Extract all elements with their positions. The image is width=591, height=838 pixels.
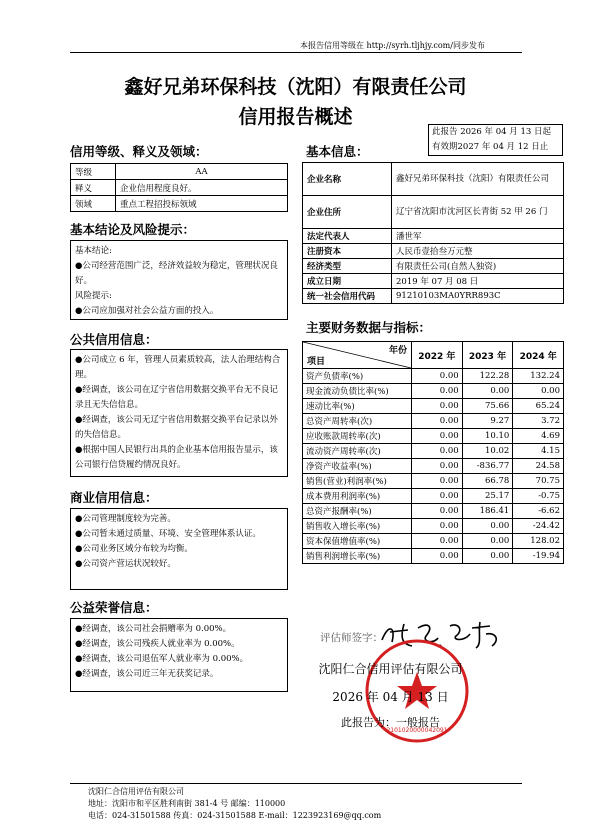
grade-table — [70, 163, 288, 212]
grade-value: AA — [116, 164, 288, 180]
finance-value: -24.42 — [513, 519, 564, 534]
business-credit-box — [70, 508, 288, 590]
finance-value: 0.00 — [412, 444, 463, 459]
conclusion-box — [70, 240, 288, 320]
grade-value: 企业信用程度良好。 — [116, 180, 288, 196]
basic-info-key: 企业名称 — [303, 163, 392, 196]
business-heading: 商业信用信息： — [70, 490, 158, 505]
finance-value: 0.00 — [412, 519, 463, 534]
finance-value: 0.00 — [412, 489, 463, 504]
finance-corner-cell — [303, 342, 412, 369]
conclusion-line: ●公司应加强对社会公益方面的投入。 — [75, 306, 219, 316]
finance-item-name: 成本费用利润率(%) — [303, 489, 412, 504]
finance-row — [303, 549, 564, 564]
finance-row — [303, 384, 564, 399]
grade-row — [71, 180, 288, 196]
finance-item-name: 总资产报酬率(%) — [303, 504, 412, 519]
finance-value: 0.00 — [412, 399, 463, 414]
basic-heading: 基本信息： — [306, 144, 369, 159]
public-credit-line: ●根据中国人民银行出具的企业基本信用报告显示，该公司银行信贷履约情况良好。 — [75, 445, 278, 470]
finance-value: 3.72 — [513, 414, 564, 429]
basic-info-value: 潘世军 — [392, 229, 564, 244]
corner-year-label: 年份 — [388, 346, 407, 356]
finance-value: 0.00 — [513, 384, 564, 399]
basic-info-row — [303, 289, 564, 304]
year-header-2022: 2022 年 — [412, 342, 463, 369]
footer-company: 沈阳仁合信用评估有限公司 — [88, 787, 184, 796]
finance-heading: 主要财务数据与指标： — [306, 320, 432, 335]
finance-value: 132.24 — [513, 369, 564, 384]
finance-value: -6.62 — [513, 504, 564, 519]
finance-item-name: 资本保值增值率(%) — [303, 534, 412, 549]
finance-item-name: 总资产周转率(次) — [303, 414, 412, 429]
finance-value: -0.75 — [513, 489, 564, 504]
finance-table — [302, 341, 564, 564]
finance-value: 0.00 — [412, 429, 463, 444]
public-credit-box — [70, 349, 288, 477]
basic-info-row — [303, 259, 564, 274]
basic-info-value: 辽宁省沈阳市沈河区长青街 52 甲 26 门 — [392, 196, 564, 229]
finance-row — [303, 429, 564, 444]
finance-value: 0.00 — [412, 384, 463, 399]
finance-value: 0.00 — [462, 384, 513, 399]
grade-value: 重点工程招投标领域 — [116, 196, 288, 212]
basic-info-value: 91210103MA0YRR893C — [392, 289, 564, 304]
finance-item-name: 销售利润增长率(%) — [303, 549, 412, 564]
finance-value: 186.41 — [462, 504, 513, 519]
public-credit-line: ●经调查，该公司在辽宁省信用数据交换平台无不良记录且无失信信息。 — [75, 385, 278, 410]
finance-value: 70.75 — [513, 474, 564, 489]
header-divider — [70, 52, 522, 53]
welfare-line: ●经调查，该公司退伍军人就业率为 0.00%。 — [75, 654, 249, 664]
finance-row — [303, 474, 564, 489]
year-header-2023: 2023 年 — [462, 342, 513, 369]
finance-item-name: 流动资产周转率(次) — [303, 444, 412, 459]
validity-end: 有效期2027 年 04 月 12 日止 — [432, 142, 549, 152]
company-title: 鑫好兄弟环保科技（沈阳）有限责任公司 — [124, 76, 467, 98]
basic-info-value: 人民币壹拾叁万元整 — [392, 244, 564, 259]
finance-item-name: 销售(营业)利润率(%) — [303, 474, 412, 489]
finance-value: 0.00 — [412, 504, 463, 519]
conclusion-line: 风险提示: — [75, 291, 112, 301]
business-credit-line: ●公司暂未通过质量、环境、安全管理体系认证。 — [75, 529, 261, 539]
basic-info-key: 注册资本 — [303, 244, 392, 259]
conclusion-heading: 基本结论及风险提示： — [70, 222, 196, 237]
public-credit-line: ●经调查，该公司无辽宁省信用数据交换平台记录以外的失信信息。 — [75, 415, 278, 440]
finance-item-name: 销售收入增长率(%) — [303, 519, 412, 534]
finance-value: 0.00 — [412, 549, 463, 564]
grade-row — [71, 196, 288, 212]
basic-info-row — [303, 196, 564, 229]
finance-value: 0.00 — [462, 519, 513, 534]
corner-item-label: 项目 — [307, 357, 326, 367]
validity-box — [428, 124, 563, 156]
finance-value: 122.28 — [462, 369, 513, 384]
grade-heading: 信用等级、释义及领域： — [70, 144, 208, 159]
basic-info-key: 法定代表人 — [303, 229, 392, 244]
finance-value: 0.00 — [412, 459, 463, 474]
validity-start: 此报告 2026 年 04 月 13 日起 — [432, 127, 551, 137]
basic-info-key: 经济类型 — [303, 259, 392, 274]
public-credit-line: ●公司成立 6 年，管理人员素质较高，法人治理结构合理。 — [75, 355, 281, 380]
evaluator-org: 沈阳仁合信用评估有限公司 — [318, 662, 463, 676]
basic-info-row — [303, 274, 564, 289]
grade-row — [71, 164, 288, 180]
finance-row — [303, 399, 564, 414]
welfare-heading: 公益荣誉信息： — [70, 600, 158, 615]
conclusion-line: 基本结论: — [75, 246, 112, 256]
basic-info-table — [302, 162, 564, 304]
finance-value: 0.00 — [462, 549, 513, 564]
finance-row — [303, 504, 564, 519]
grade-key: 等级 — [71, 164, 116, 180]
footer-address: 地址：沈阳市和平区胜利南街 381-4 号 邮编：110000 — [88, 799, 286, 808]
finance-value: 75.66 — [462, 399, 513, 414]
finance-value: 65.24 — [513, 399, 564, 414]
welfare-line: ●经调查，该公司残疾人就业率为 0.00%。 — [75, 639, 240, 649]
welfare-line: ●经调查，该公司近三年无获奖记录。 — [75, 669, 219, 679]
footer-contact: 电话：024-31501588 传真：024-31501588 E-mail：1223923169@qq.com — [88, 811, 382, 820]
business-credit-line: ●公司资产营运状况较好。 — [75, 559, 176, 569]
basic-info-value: 2019 年 07 月 08 日 — [392, 274, 564, 289]
year-header-2024: 2024 年 — [513, 342, 564, 369]
finance-value: -19.94 — [513, 549, 564, 564]
finance-item-name: 资产负债率(%) — [303, 369, 412, 384]
basic-info-key: 成立日期 — [303, 274, 392, 289]
finance-item-name: 应收账款周转率(次) — [303, 429, 412, 444]
finance-value: 4.15 — [513, 444, 564, 459]
basic-info-key: 统一社会信用代码 — [303, 289, 392, 304]
finance-value: 10.10 — [462, 429, 513, 444]
finance-row — [303, 534, 564, 549]
finance-row — [303, 369, 564, 384]
svg-text:2101020000042091: 2101020000042091 — [386, 727, 448, 734]
signature-label: 评估师签字： — [320, 632, 383, 644]
finance-item-name: 速动比率(%) — [303, 399, 412, 414]
finance-value: -836.77 — [462, 459, 513, 474]
basic-info-value: 有限责任公司(自然人独资) — [392, 259, 564, 274]
publish-note: 本报告信用等级在 http://syrh.tljhjy.com/同步发布 — [300, 41, 485, 50]
finance-value: 9.27 — [462, 414, 513, 429]
finance-value: 128.02 — [513, 534, 564, 549]
basic-info-row — [303, 163, 564, 196]
finance-row — [303, 459, 564, 474]
finance-value: 0.00 — [412, 474, 463, 489]
finance-value: 0.00 — [462, 534, 513, 549]
finance-row — [303, 444, 564, 459]
finance-value: 24.58 — [513, 459, 564, 474]
report-date: 2026 年 04 月 13 日 — [332, 690, 449, 704]
finance-value: 0.00 — [412, 369, 463, 384]
finance-item-name: 净资产收益率(%) — [303, 459, 412, 474]
report-title: 信用报告概述 — [238, 106, 353, 128]
basic-info-row — [303, 244, 564, 259]
public-heading: 公共信用信息： — [70, 332, 158, 347]
welfare-line: ●经调查，该公司社会捐赠率为 0.00%。 — [75, 624, 232, 634]
finance-value: 0.00 — [412, 534, 463, 549]
finance-value: 66.78 — [462, 474, 513, 489]
grade-key: 领域 — [71, 196, 116, 212]
finance-value: 25.17 — [462, 489, 513, 504]
welfare-box — [70, 618, 288, 692]
finance-row — [303, 414, 564, 429]
footer-divider — [70, 783, 522, 784]
finance-item-name: 现金流动负债比率(%) — [303, 384, 412, 399]
finance-row — [303, 489, 564, 504]
report-nature: 此报告为：一般报告 — [341, 716, 440, 729]
business-credit-line: ●公司管理制度较为完善。 — [75, 514, 176, 524]
footer — [88, 786, 381, 822]
conclusion-line: ●公司经营范围广泛，经济效益较为稳定，管理状况良好。 — [75, 261, 278, 286]
basic-info-key: 企业住所 — [303, 196, 392, 229]
business-credit-line: ●公司业务区域分布较为均衡。 — [75, 544, 193, 554]
basic-info-value: 鑫好兄弟环保科技（沈阳）有限责任公司 — [392, 163, 564, 196]
finance-value: 4.69 — [513, 429, 564, 444]
finance-value: 10.02 — [462, 444, 513, 459]
finance-value: 0.00 — [412, 414, 463, 429]
basic-info-row — [303, 229, 564, 244]
finance-row — [303, 519, 564, 534]
grade-key: 释义 — [71, 180, 116, 196]
